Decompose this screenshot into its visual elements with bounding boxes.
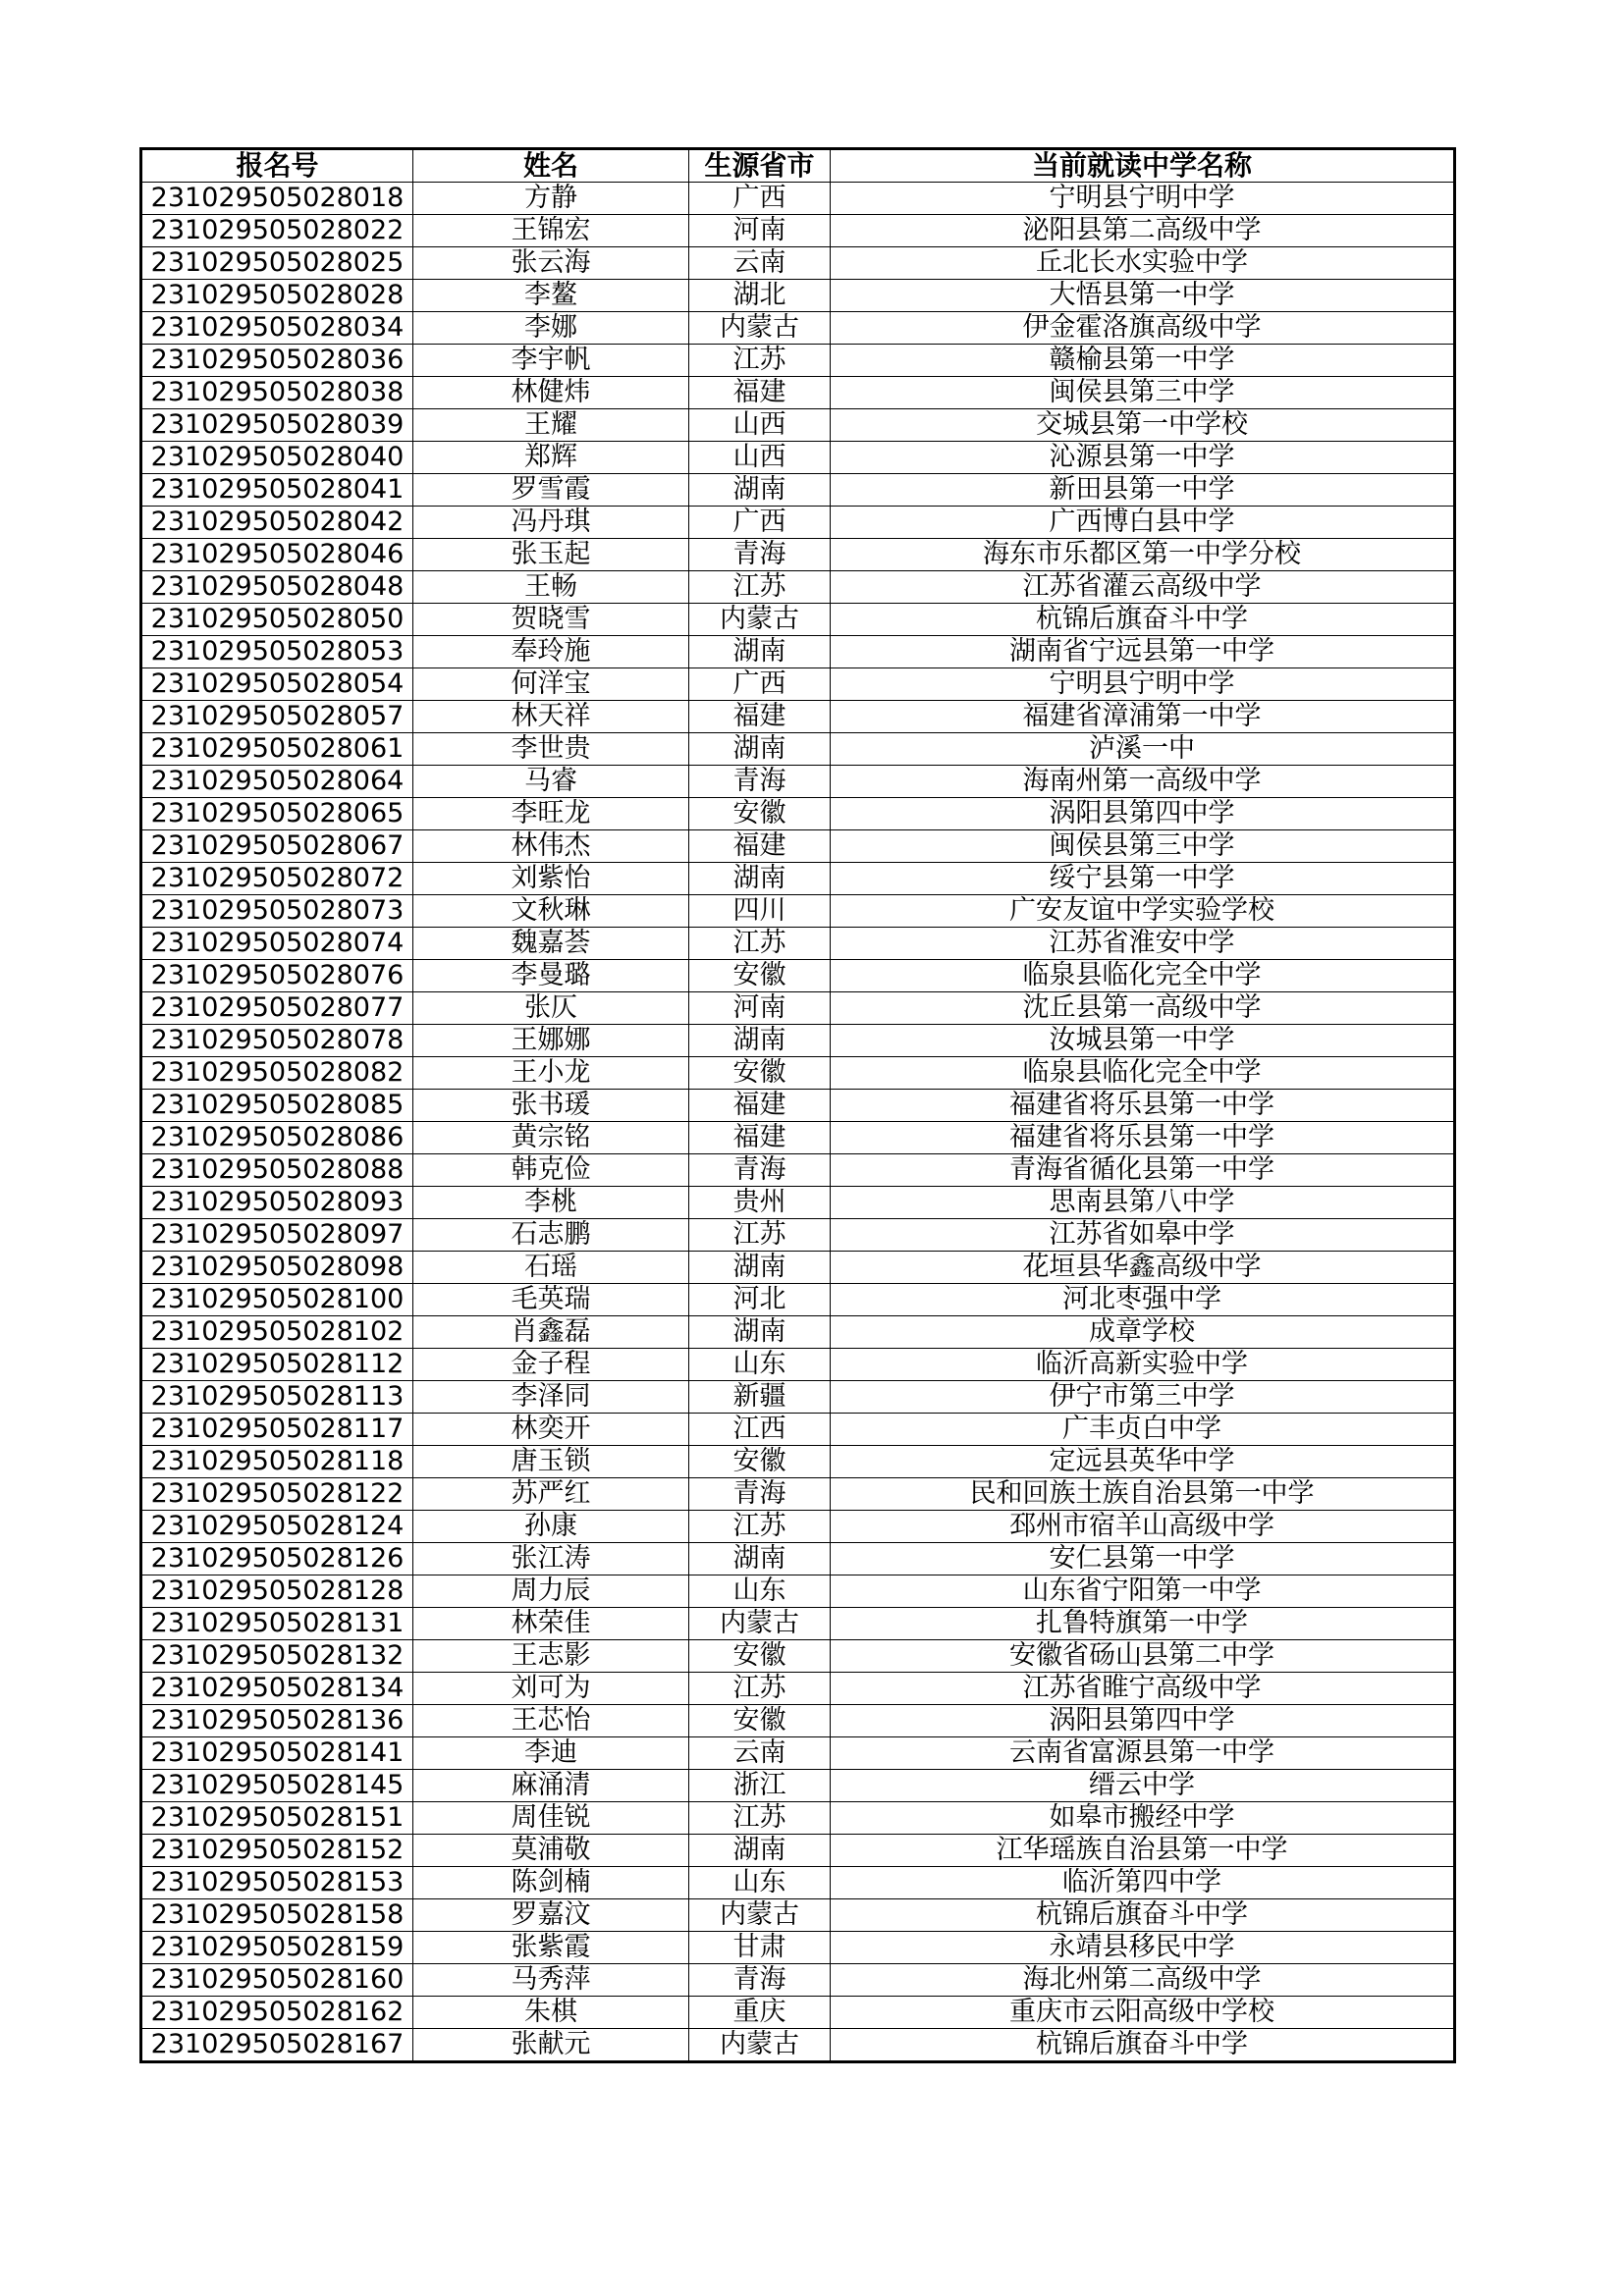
province-cell: 山西 — [689, 409, 831, 442]
table-row — [141, 830, 1455, 863]
table-row — [141, 183, 1455, 215]
registration-number-cell: 231029505028098 — [141, 1252, 413, 1284]
table-row — [141, 1252, 1455, 1284]
school-cell: 伊金霍洛旗高级中学 — [831, 312, 1455, 345]
registration-number-cell: 231029505028097 — [141, 1219, 413, 1252]
province-cell: 江西 — [689, 1414, 831, 1446]
name-cell: 贺晓雪 — [413, 604, 689, 636]
table-row — [141, 604, 1455, 636]
school-cell: 绥宁县第一中学 — [831, 863, 1455, 895]
province-cell: 云南 — [689, 1737, 831, 1770]
registration-number-cell: 231029505028141 — [141, 1737, 413, 1770]
registration-number-cell: 231029505028025 — [141, 247, 413, 280]
registration-number-cell: 231029505028112 — [141, 1349, 413, 1381]
name-cell: 冯丹琪 — [413, 507, 689, 539]
registration-number-cell: 231029505028158 — [141, 1899, 413, 1932]
name-cell: 朱棋 — [413, 1997, 689, 2029]
name-cell: 孙康 — [413, 1511, 689, 1543]
school-cell: 闽侯县第三中学 — [831, 830, 1455, 863]
name-cell: 张云海 — [413, 247, 689, 280]
school-cell: 江苏省睢宁高级中学 — [831, 1673, 1455, 1705]
registration-number-cell: 231029505028102 — [141, 1316, 413, 1349]
table-row — [141, 798, 1455, 830]
name-cell: 李娜 — [413, 312, 689, 345]
school-cell: 缙云中学 — [831, 1770, 1455, 1802]
name-cell: 李桃 — [413, 1187, 689, 1219]
registration-number-cell: 231029505028034 — [141, 312, 413, 345]
school-cell: 河北枣强中学 — [831, 1284, 1455, 1316]
province-cell: 山西 — [689, 442, 831, 474]
province-cell: 湖北 — [689, 280, 831, 312]
province-cell: 广西 — [689, 668, 831, 701]
school-cell: 扎鲁特旗第一中学 — [831, 1608, 1455, 1640]
province-cell: 新疆 — [689, 1381, 831, 1414]
name-cell: 李泽同 — [413, 1381, 689, 1414]
province-cell: 内蒙古 — [689, 1899, 831, 1932]
school-cell: 新田县第一中学 — [831, 474, 1455, 507]
table-row — [141, 1414, 1455, 1446]
name-cell: 麻涌清 — [413, 1770, 689, 1802]
registration-number-cell: 231029505028162 — [141, 1997, 413, 2029]
province-cell: 福建 — [689, 1090, 831, 1122]
name-cell: 林健炜 — [413, 377, 689, 409]
name-cell: 王小龙 — [413, 1057, 689, 1090]
table-row — [141, 1349, 1455, 1381]
name-cell: 唐玉锁 — [413, 1446, 689, 1478]
registration-number-cell: 231029505028074 — [141, 928, 413, 960]
school-cell: 福建省将乐县第一中学 — [831, 1122, 1455, 1154]
registration-number-cell: 231029505028067 — [141, 830, 413, 863]
province-cell: 青海 — [689, 1964, 831, 1997]
school-cell: 青海省循化县第一中学 — [831, 1154, 1455, 1187]
school-cell: 江苏省淮安中学 — [831, 928, 1455, 960]
registration-number-cell: 231029505028128 — [141, 1575, 413, 1608]
table-row — [141, 1187, 1455, 1219]
registration-number-cell: 231029505028085 — [141, 1090, 413, 1122]
province-cell: 内蒙古 — [689, 604, 831, 636]
table-row — [141, 1932, 1455, 1964]
province-cell: 江苏 — [689, 1802, 831, 1835]
table-row — [141, 1543, 1455, 1575]
school-cell: 广丰贞白中学 — [831, 1414, 1455, 1446]
name-cell: 李曼璐 — [413, 960, 689, 992]
table-row — [141, 1737, 1455, 1770]
name-cell: 林天祥 — [413, 701, 689, 733]
school-cell: 邳州市宿羊山高级中学 — [831, 1511, 1455, 1543]
name-cell: 何洋宝 — [413, 668, 689, 701]
table-row — [141, 1284, 1455, 1316]
province-cell: 广西 — [689, 183, 831, 215]
province-cell: 安徽 — [689, 1446, 831, 1478]
province-cell: 湖南 — [689, 1316, 831, 1349]
name-cell: 奉玲施 — [413, 636, 689, 668]
name-cell: 王耀 — [413, 409, 689, 442]
table-row — [141, 312, 1455, 345]
table-row — [141, 571, 1455, 604]
name-cell: 罗雪霞 — [413, 474, 689, 507]
province-cell: 安徽 — [689, 1057, 831, 1090]
province-cell: 安徽 — [689, 798, 831, 830]
name-cell: 张江涛 — [413, 1543, 689, 1575]
registration-number-cell: 231029505028145 — [141, 1770, 413, 1802]
table-row — [141, 1025, 1455, 1057]
school-cell: 泸溪一中 — [831, 733, 1455, 766]
registration-number-cell: 231029505028134 — [141, 1673, 413, 1705]
school-cell: 临沂高新实验中学 — [831, 1349, 1455, 1381]
registration-number-cell: 231029505028077 — [141, 992, 413, 1025]
school-cell: 民和回族土族自治县第一中学 — [831, 1478, 1455, 1511]
table-row — [141, 1511, 1455, 1543]
registration-number-cell: 231029505028078 — [141, 1025, 413, 1057]
province-cell: 江苏 — [689, 1219, 831, 1252]
school-cell: 广西博白县中学 — [831, 507, 1455, 539]
province-cell: 河南 — [689, 215, 831, 247]
registration-number-cell: 231029505028039 — [141, 409, 413, 442]
table-row — [141, 1802, 1455, 1835]
school-cell: 广安友谊中学实验学校 — [831, 895, 1455, 928]
province-cell: 湖南 — [689, 474, 831, 507]
table-row — [141, 960, 1455, 992]
registration-number-cell: 231029505028093 — [141, 1187, 413, 1219]
header-row — [141, 149, 1455, 183]
header-name: 姓名 — [413, 149, 689, 183]
table-row — [141, 1446, 1455, 1478]
province-cell: 江苏 — [689, 928, 831, 960]
school-cell: 交城县第一中学校 — [831, 409, 1455, 442]
registration-number-cell: 231029505028040 — [141, 442, 413, 474]
header-registration-number: 报名号 — [141, 149, 413, 183]
name-cell: 林荣佳 — [413, 1608, 689, 1640]
table-row — [141, 928, 1455, 960]
table-row — [141, 766, 1455, 798]
table-row — [141, 2029, 1455, 2062]
province-cell: 安徽 — [689, 960, 831, 992]
name-cell: 李旺龙 — [413, 798, 689, 830]
school-cell: 思南县第八中学 — [831, 1187, 1455, 1219]
registration-number-cell: 231029505028048 — [141, 571, 413, 604]
registration-number-cell: 231029505028132 — [141, 1640, 413, 1673]
school-cell: 安徽省砀山县第二中学 — [831, 1640, 1455, 1673]
name-cell: 魏嘉荟 — [413, 928, 689, 960]
school-cell: 花垣县华鑫高级中学 — [831, 1252, 1455, 1284]
province-cell: 江苏 — [689, 1511, 831, 1543]
school-cell: 福建省将乐县第一中学 — [831, 1090, 1455, 1122]
name-cell: 金子程 — [413, 1349, 689, 1381]
school-cell: 杭锦后旗奋斗中学 — [831, 2029, 1455, 2062]
registration-number-cell: 231029505028122 — [141, 1478, 413, 1511]
name-cell: 郑辉 — [413, 442, 689, 474]
registration-number-cell: 231029505028159 — [141, 1932, 413, 1964]
province-cell: 重庆 — [689, 1997, 831, 2029]
school-cell: 泌阳县第二高级中学 — [831, 215, 1455, 247]
registration-number-cell: 231029505028057 — [141, 701, 413, 733]
table-row — [141, 507, 1455, 539]
name-cell: 黄宗铭 — [413, 1122, 689, 1154]
name-cell: 毛英瑞 — [413, 1284, 689, 1316]
header-province: 生源省市 — [689, 149, 831, 183]
table-row — [141, 1381, 1455, 1414]
table-row — [141, 377, 1455, 409]
name-cell: 莫浦敬 — [413, 1835, 689, 1867]
registration-number-cell: 231029505028167 — [141, 2029, 413, 2062]
registration-number-cell: 231029505028118 — [141, 1446, 413, 1478]
name-cell: 李鳌 — [413, 280, 689, 312]
name-cell: 张仄 — [413, 992, 689, 1025]
school-cell: 杭锦后旗奋斗中学 — [831, 1899, 1455, 1932]
school-cell: 临沂第四中学 — [831, 1867, 1455, 1899]
school-cell: 沁源县第一中学 — [831, 442, 1455, 474]
registration-number-cell: 231029505028124 — [141, 1511, 413, 1543]
province-cell: 青海 — [689, 1154, 831, 1187]
province-cell: 青海 — [689, 539, 831, 571]
name-cell: 文秋琳 — [413, 895, 689, 928]
name-cell: 周佳锐 — [413, 1802, 689, 1835]
school-cell: 丘北长水实验中学 — [831, 247, 1455, 280]
school-cell: 沈丘县第一高级中学 — [831, 992, 1455, 1025]
name-cell: 张紫霞 — [413, 1932, 689, 1964]
table-row — [141, 733, 1455, 766]
school-cell: 宁明县宁明中学 — [831, 668, 1455, 701]
province-cell: 内蒙古 — [689, 2029, 831, 2062]
table-row — [141, 1964, 1455, 1997]
province-cell: 内蒙古 — [689, 1608, 831, 1640]
province-cell: 湖南 — [689, 1835, 831, 1867]
school-cell: 江苏省灌云高级中学 — [831, 571, 1455, 604]
school-cell: 海南州第一高级中学 — [831, 766, 1455, 798]
school-cell: 福建省漳浦第一中学 — [831, 701, 1455, 733]
registration-number-cell: 231029505028028 — [141, 280, 413, 312]
registration-number-cell: 231029505028038 — [141, 377, 413, 409]
table-row — [141, 345, 1455, 377]
table-row — [141, 1867, 1455, 1899]
name-cell: 王娜娜 — [413, 1025, 689, 1057]
school-cell: 涡阳县第四中学 — [831, 798, 1455, 830]
name-cell: 肖鑫磊 — [413, 1316, 689, 1349]
school-cell: 海北州第二高级中学 — [831, 1964, 1455, 1997]
province-cell: 内蒙古 — [689, 312, 831, 345]
school-cell: 永靖县移民中学 — [831, 1932, 1455, 1964]
table-row — [141, 1090, 1455, 1122]
school-cell: 江华瑶族自治县第一中学 — [831, 1835, 1455, 1867]
table-row — [141, 1478, 1455, 1511]
name-cell: 王志影 — [413, 1640, 689, 1673]
province-cell: 江苏 — [689, 1673, 831, 1705]
registration-number-cell: 231029505028050 — [141, 604, 413, 636]
name-cell: 罗嘉汶 — [413, 1899, 689, 1932]
table-row — [141, 215, 1455, 247]
school-cell: 临泉县临化完全中学 — [831, 1057, 1455, 1090]
registration-number-cell: 231029505028100 — [141, 1284, 413, 1316]
table-row — [141, 247, 1455, 280]
province-cell: 湖南 — [689, 733, 831, 766]
registration-number-cell: 231029505028065 — [141, 798, 413, 830]
province-cell: 青海 — [689, 766, 831, 798]
province-cell: 湖南 — [689, 1543, 831, 1575]
province-cell: 山东 — [689, 1349, 831, 1381]
registration-number-cell: 231029505028022 — [141, 215, 413, 247]
table-row — [141, 1705, 1455, 1737]
school-cell: 大悟县第一中学 — [831, 280, 1455, 312]
table-row — [141, 409, 1455, 442]
name-cell: 林伟杰 — [413, 830, 689, 863]
name-cell: 李迪 — [413, 1737, 689, 1770]
school-cell: 宁明县宁明中学 — [831, 183, 1455, 215]
school-cell: 江苏省如皋中学 — [831, 1219, 1455, 1252]
province-cell: 青海 — [689, 1478, 831, 1511]
table-row — [141, 442, 1455, 474]
province-cell: 广西 — [689, 507, 831, 539]
name-cell: 方静 — [413, 183, 689, 215]
name-cell: 周力辰 — [413, 1575, 689, 1608]
registration-number-cell: 231029505028152 — [141, 1835, 413, 1867]
province-cell: 安徽 — [689, 1640, 831, 1673]
name-cell: 韩克俭 — [413, 1154, 689, 1187]
school-cell: 赣榆县第一中学 — [831, 345, 1455, 377]
registration-number-cell: 231029505028018 — [141, 183, 413, 215]
table-row — [141, 1154, 1455, 1187]
school-cell: 杭锦后旗奋斗中学 — [831, 604, 1455, 636]
table-row — [141, 1997, 1455, 2029]
school-cell: 云南省富源县第一中学 — [831, 1737, 1455, 1770]
table-row — [141, 895, 1455, 928]
school-cell: 闽侯县第三中学 — [831, 377, 1455, 409]
registration-number-cell: 231029505028082 — [141, 1057, 413, 1090]
registration-number-cell: 231029505028117 — [141, 1414, 413, 1446]
name-cell: 王芯怡 — [413, 1705, 689, 1737]
table-row — [141, 474, 1455, 507]
admission-list-table — [139, 147, 1456, 2063]
province-cell: 山东 — [689, 1867, 831, 1899]
name-cell: 张玉起 — [413, 539, 689, 571]
name-cell: 林奕开 — [413, 1414, 689, 1446]
table-row — [141, 1122, 1455, 1154]
table-row — [141, 1575, 1455, 1608]
school-cell: 成章学校 — [831, 1316, 1455, 1349]
registration-number-cell: 231029505028041 — [141, 474, 413, 507]
school-cell: 涡阳县第四中学 — [831, 1705, 1455, 1737]
registration-number-cell: 231029505028131 — [141, 1608, 413, 1640]
province-cell: 福建 — [689, 1122, 831, 1154]
province-cell: 湖南 — [689, 1252, 831, 1284]
province-cell: 福建 — [689, 377, 831, 409]
name-cell: 石志鹏 — [413, 1219, 689, 1252]
name-cell: 陈剑楠 — [413, 1867, 689, 1899]
school-cell: 临泉县临化完全中学 — [831, 960, 1455, 992]
registration-number-cell: 231029505028053 — [141, 636, 413, 668]
table-row — [141, 701, 1455, 733]
registration-number-cell: 231029505028088 — [141, 1154, 413, 1187]
name-cell: 苏严红 — [413, 1478, 689, 1511]
province-cell: 甘肃 — [689, 1932, 831, 1964]
registration-number-cell: 231029505028153 — [141, 1867, 413, 1899]
school-cell: 湖南省宁远县第一中学 — [831, 636, 1455, 668]
province-cell: 河北 — [689, 1284, 831, 1316]
name-cell: 刘紫怡 — [413, 863, 689, 895]
table-row — [141, 1219, 1455, 1252]
province-cell: 山东 — [689, 1575, 831, 1608]
province-cell: 河南 — [689, 992, 831, 1025]
registration-number-cell: 231029505028136 — [141, 1705, 413, 1737]
table-row — [141, 539, 1455, 571]
table-row — [141, 1608, 1455, 1640]
table-row — [141, 1770, 1455, 1802]
school-cell: 汝城县第一中学 — [831, 1025, 1455, 1057]
name-cell: 石瑶 — [413, 1252, 689, 1284]
registration-number-cell: 231029505028073 — [141, 895, 413, 928]
school-cell: 安仁县第一中学 — [831, 1543, 1455, 1575]
table-row — [141, 280, 1455, 312]
name-cell: 马睿 — [413, 766, 689, 798]
table-row — [141, 992, 1455, 1025]
school-cell: 如皋市搬经中学 — [831, 1802, 1455, 1835]
province-cell: 云南 — [689, 247, 831, 280]
school-cell: 定远县英华中学 — [831, 1446, 1455, 1478]
header-school: 当前就读中学名称 — [831, 149, 1455, 183]
province-cell: 福建 — [689, 701, 831, 733]
school-cell: 海东市乐都区第一中学分校 — [831, 539, 1455, 571]
province-cell: 江苏 — [689, 345, 831, 377]
province-cell: 湖南 — [689, 863, 831, 895]
name-cell: 李宇帆 — [413, 345, 689, 377]
province-cell: 贵州 — [689, 1187, 831, 1219]
table-row — [141, 1673, 1455, 1705]
table-row — [141, 1316, 1455, 1349]
province-cell: 浙江 — [689, 1770, 831, 1802]
name-cell: 张献元 — [413, 2029, 689, 2062]
province-cell: 湖南 — [689, 1025, 831, 1057]
registration-number-cell: 231029505028160 — [141, 1964, 413, 1997]
registration-number-cell: 231029505028064 — [141, 766, 413, 798]
province-cell: 湖南 — [689, 636, 831, 668]
table-row — [141, 1835, 1455, 1867]
table-row — [141, 1899, 1455, 1932]
province-cell: 福建 — [689, 830, 831, 863]
table-row — [141, 668, 1455, 701]
registration-number-cell: 231029505028076 — [141, 960, 413, 992]
province-cell: 四川 — [689, 895, 831, 928]
registration-number-cell: 231029505028036 — [141, 345, 413, 377]
table-row — [141, 863, 1455, 895]
registration-number-cell: 231029505028054 — [141, 668, 413, 701]
registration-number-cell: 231029505028113 — [141, 1381, 413, 1414]
registration-number-cell: 231029505028126 — [141, 1543, 413, 1575]
table-row — [141, 1057, 1455, 1090]
school-cell: 山东省宁阳第一中学 — [831, 1575, 1455, 1608]
province-cell: 江苏 — [689, 571, 831, 604]
registration-number-cell: 231029505028072 — [141, 863, 413, 895]
province-cell: 安徽 — [689, 1705, 831, 1737]
registration-number-cell: 231029505028086 — [141, 1122, 413, 1154]
registration-number-cell: 231029505028151 — [141, 1802, 413, 1835]
name-cell: 李世贵 — [413, 733, 689, 766]
name-cell: 张书瑗 — [413, 1090, 689, 1122]
registration-number-cell: 231029505028046 — [141, 539, 413, 571]
registration-number-cell: 231029505028042 — [141, 507, 413, 539]
registration-number-cell: 231029505028061 — [141, 733, 413, 766]
name-cell: 刘可为 — [413, 1673, 689, 1705]
table-row — [141, 636, 1455, 668]
name-cell: 马秀萍 — [413, 1964, 689, 1997]
table-row — [141, 1640, 1455, 1673]
school-cell: 伊宁市第三中学 — [831, 1381, 1455, 1414]
name-cell: 王锦宏 — [413, 215, 689, 247]
name-cell: 王畅 — [413, 571, 689, 604]
school-cell: 重庆市云阳高级中学校 — [831, 1997, 1455, 2029]
